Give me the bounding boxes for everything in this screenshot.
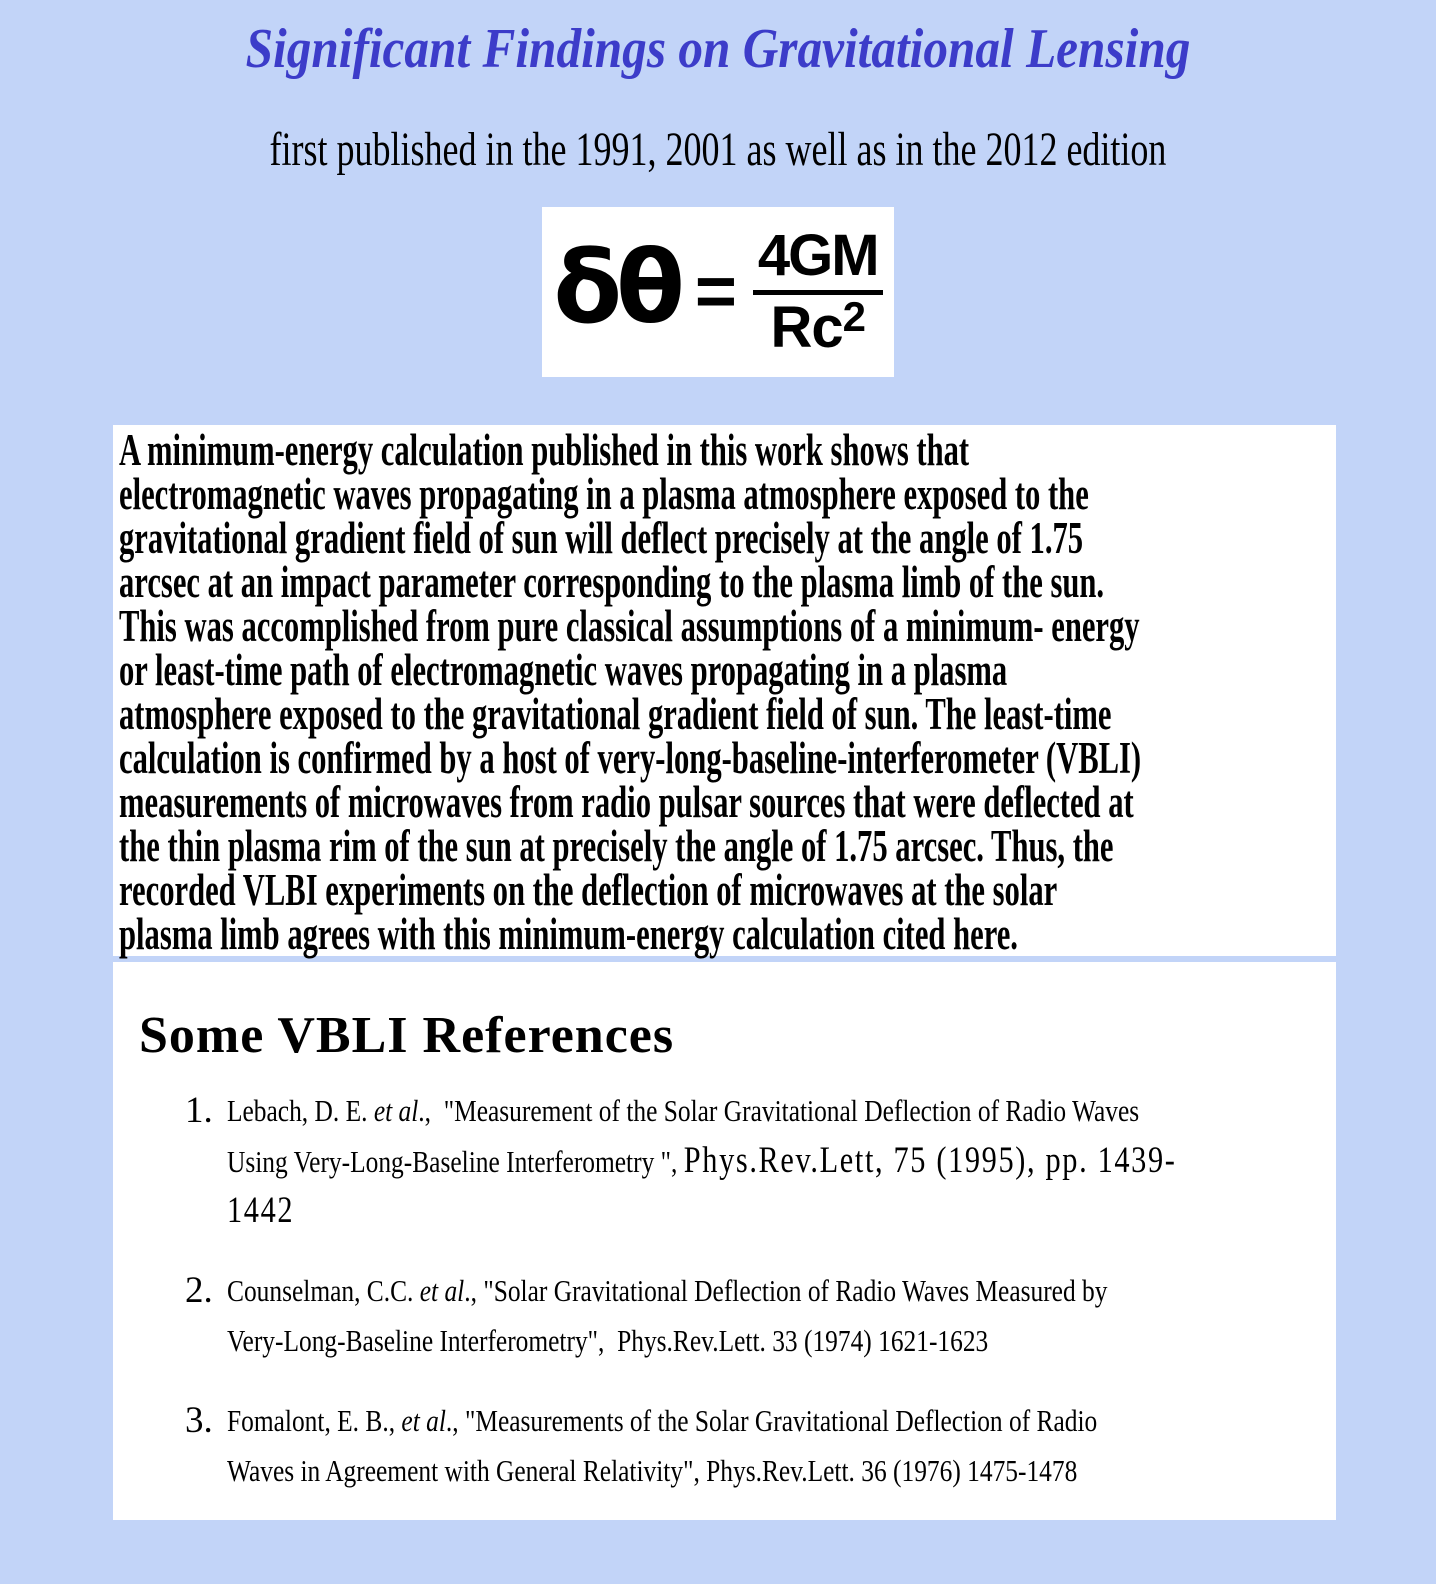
reference-number: 1. xyxy=(185,1090,213,1131)
reference-text-segment: ., "Solar Gravitational Deflection of Radio Waves Measured by xyxy=(464,1273,1108,1308)
abstract-line: or least-time path of electromagnetic waves propagating in a plasma xyxy=(119,645,1008,695)
abstract-line: A minimum-energy calculation published in this work shows that xyxy=(119,425,970,475)
reference-text-segment: ., "Measurement of the Solar Gravitational Deflection of Radio Waves xyxy=(418,1093,1140,1128)
abstract-line: arcsec at an impact parameter corresponding to the plasma limb of the sun. xyxy=(119,557,1105,607)
formula-denominator xyxy=(770,292,865,360)
abstract-line: atmosphere exposed to the gravitational gradient field of sun. The least-time xyxy=(119,689,1112,739)
abstract-line: calculation is confirmed by a host of very-long-baseline-interferometer (VBLI) xyxy=(119,733,1142,783)
abstract-line: electromagnetic waves propagating in a plasma atmosphere exposed to the xyxy=(119,469,1089,519)
reference-item xyxy=(185,1086,1336,1236)
abstract-line: recorded VLBI experiments on the deflection of microwaves at the solar xyxy=(119,865,1058,915)
references-panel xyxy=(113,962,1336,1520)
reference-text-segment: Waves in Agreement with General Relativity", Phys.Rev.Lett. 36 (1976) 1475-1478 xyxy=(227,1453,1078,1488)
reference-number: 3. xyxy=(185,1400,213,1441)
reference-text-segment: Lebach, D. E. xyxy=(227,1093,374,1128)
reference-item xyxy=(185,1266,1336,1366)
reference-text-segment: Counselman, C.C. xyxy=(227,1273,420,1308)
formula-fraction xyxy=(753,222,883,360)
references-heading: Some VBLI References xyxy=(139,1007,675,1064)
reference-line xyxy=(227,1186,1136,1236)
reference-text-segment: Phys.Rev.Lett, 75 (1995), pp. 1439- xyxy=(683,1140,1177,1181)
reference-number: 2. xyxy=(185,1270,213,1311)
abstract-line: This was accomplished from pure classical assumptions of a minimum- energy xyxy=(119,601,1140,651)
reference-line xyxy=(227,1316,1136,1366)
reference-line xyxy=(227,1136,1177,1186)
reference-text-segment: Fomalont, E. B., xyxy=(227,1403,402,1438)
formula-delta-theta: δθ xyxy=(553,229,679,346)
abstract-panel xyxy=(113,425,1336,959)
reference-text-segment: et al xyxy=(373,1093,419,1128)
reference-text-segment: Very-Long-Baseline Interferometry", Phys.Rev.Lett. 33 (1974) 1621-1623 xyxy=(227,1323,989,1358)
abstract-line: measurements of microwaves from radio pulsar sources that were deflected at xyxy=(119,777,1134,827)
formula-image xyxy=(542,207,894,377)
formula-numerator: 4GM xyxy=(753,226,883,295)
abstract-line: the thin plasma rim of the sun at precisely the angle of 1.75 arcsec. Thus, the xyxy=(119,821,1114,871)
abstract-line: plasma limb agrees with this minimum-energy calculation cited here. xyxy=(119,909,1018,959)
reference-line xyxy=(227,1086,1140,1136)
formula-equals-sign: = xyxy=(694,252,737,332)
formula-denominator-base: Rc xyxy=(770,294,843,360)
page-subtitle: first published in the 1991, 2001 as well as in the 2012 edition xyxy=(269,123,1167,176)
reference-text-segment: et al xyxy=(401,1403,446,1438)
formula-denominator-exponent: 2 xyxy=(842,292,865,340)
reference-item xyxy=(185,1396,1336,1496)
reference-line xyxy=(227,1396,1136,1446)
reference-text-segment: 1442 xyxy=(227,1190,295,1231)
reference-text-segment: ., "Measurements of the Solar Gravitational Deflection of Radio xyxy=(445,1403,1098,1438)
page-title: Significant Findings on Gravitational Lensing xyxy=(245,18,1191,80)
reference-text-segment: et al xyxy=(419,1273,465,1308)
references-list xyxy=(185,1086,1336,1496)
reference-line xyxy=(227,1446,1136,1496)
abstract-line: gravitational gradient field of sun will deflect precisely at the angle of 1.75 xyxy=(119,513,1084,563)
reference-text-segment: Using Very-Long-Baseline Interferometry ", xyxy=(227,1144,684,1179)
reference-line xyxy=(227,1266,1136,1316)
